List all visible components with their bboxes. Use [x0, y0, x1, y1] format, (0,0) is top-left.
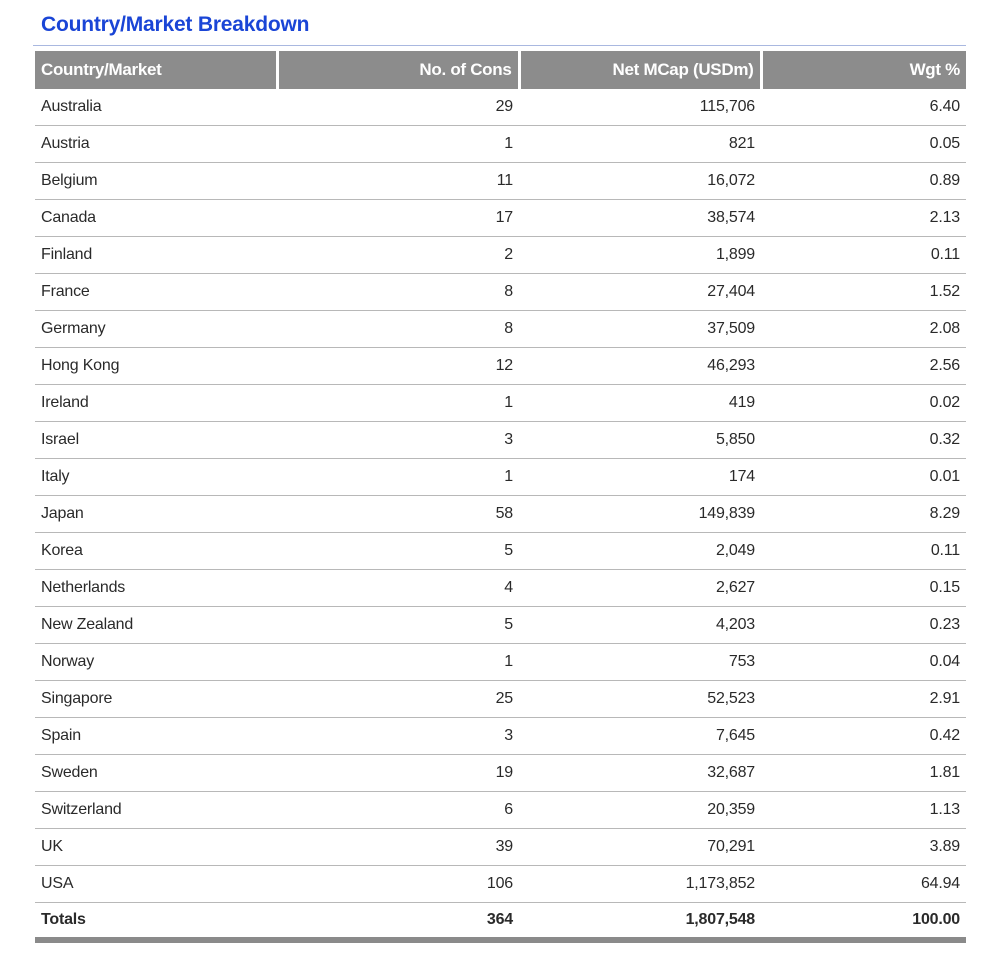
cell-weight: 8.29: [761, 496, 966, 533]
table-row: [35, 385, 966, 422]
cell-country: Australia: [35, 89, 277, 126]
cell-country: Israel: [35, 422, 277, 459]
cell-country: France: [35, 274, 277, 311]
table-body: [35, 89, 966, 940]
section-title: Country/Market Breakdown: [41, 13, 310, 36]
cell-country: UK: [35, 829, 277, 866]
cell-no-of-cons: 19: [277, 755, 519, 792]
cell-net-mcap: 38,574: [519, 200, 761, 237]
cell-weight: 0.04: [761, 644, 966, 681]
cell-net-mcap: 1,173,852: [519, 866, 761, 903]
cell-weight: 1.13: [761, 792, 966, 829]
cell-no-of-cons: 5: [277, 607, 519, 644]
cell-net-mcap: 115,706: [519, 89, 761, 126]
totals-label: Totals: [35, 903, 277, 941]
cell-country: Sweden: [35, 755, 277, 792]
totals-weight: 100.00: [761, 903, 966, 941]
cell-weight: 2.56: [761, 348, 966, 385]
cell-country: New Zealand: [35, 607, 277, 644]
table-row: [35, 459, 966, 496]
cell-net-mcap: 70,291: [519, 829, 761, 866]
cell-net-mcap: 1,899: [519, 237, 761, 274]
cell-net-mcap: 4,203: [519, 607, 761, 644]
table-row: [35, 607, 966, 644]
cell-country: Netherlands: [35, 570, 277, 607]
cell-weight: 64.94: [761, 866, 966, 903]
cell-net-mcap: 52,523: [519, 681, 761, 718]
cell-weight: 2.91: [761, 681, 966, 718]
cell-net-mcap: 2,049: [519, 533, 761, 570]
table-row: [35, 496, 966, 533]
totals-no-of-cons: 364: [277, 903, 519, 941]
cell-no-of-cons: 12: [277, 348, 519, 385]
cell-country: Hong Kong: [35, 348, 277, 385]
table-row: [35, 237, 966, 274]
cell-country: Austria: [35, 126, 277, 163]
table-row: [35, 89, 966, 126]
cell-no-of-cons: 25: [277, 681, 519, 718]
cell-no-of-cons: 39: [277, 829, 519, 866]
totals-net-mcap: 1,807,548: [519, 903, 761, 941]
cell-no-of-cons: 17: [277, 200, 519, 237]
table-row: [35, 681, 966, 718]
cell-weight: 0.05: [761, 126, 966, 163]
cell-net-mcap: 5,850: [519, 422, 761, 459]
cell-no-of-cons: 3: [277, 718, 519, 755]
country-breakdown-table: [35, 51, 966, 943]
cell-net-mcap: 27,404: [519, 274, 761, 311]
table-row: [35, 311, 966, 348]
totals-row: [35, 903, 966, 941]
cell-country: Norway: [35, 644, 277, 681]
cell-weight: 0.89: [761, 163, 966, 200]
cell-no-of-cons: 4: [277, 570, 519, 607]
cell-no-of-cons: 1: [277, 644, 519, 681]
cell-country: Ireland: [35, 385, 277, 422]
table-row: [35, 792, 966, 829]
cell-country: Belgium: [35, 163, 277, 200]
cell-weight: 0.02: [761, 385, 966, 422]
cell-weight: 0.32: [761, 422, 966, 459]
table-row: [35, 533, 966, 570]
cell-no-of-cons: 6: [277, 792, 519, 829]
cell-net-mcap: 149,839: [519, 496, 761, 533]
cell-weight: 0.01: [761, 459, 966, 496]
table-row: [35, 422, 966, 459]
cell-no-of-cons: 1: [277, 385, 519, 422]
cell-no-of-cons: 5: [277, 533, 519, 570]
cell-weight: 1.52: [761, 274, 966, 311]
country-breakdown-table-container: [35, 51, 966, 943]
cell-weight: 0.23: [761, 607, 966, 644]
header-country: Country/Market: [35, 51, 277, 89]
cell-country: Finland: [35, 237, 277, 274]
table-row: [35, 348, 966, 385]
table-header-row: [35, 51, 966, 89]
cell-net-mcap: 174: [519, 459, 761, 496]
cell-no-of-cons: 58: [277, 496, 519, 533]
cell-weight: 1.81: [761, 755, 966, 792]
cell-no-of-cons: 1: [277, 459, 519, 496]
table-row: [35, 163, 966, 200]
cell-weight: 0.15: [761, 570, 966, 607]
cell-net-mcap: 7,645: [519, 718, 761, 755]
table-row: [35, 200, 966, 237]
cell-no-of-cons: 11: [277, 163, 519, 200]
table-row: [35, 718, 966, 755]
table-row: [35, 570, 966, 607]
cell-weight: 0.11: [761, 237, 966, 274]
cell-country: Germany: [35, 311, 277, 348]
table-row: [35, 126, 966, 163]
table-row: [35, 866, 966, 903]
header-weight: Wgt %: [761, 51, 966, 89]
table-row: [35, 644, 966, 681]
cell-net-mcap: 32,687: [519, 755, 761, 792]
cell-net-mcap: 16,072: [519, 163, 761, 200]
cell-no-of-cons: 106: [277, 866, 519, 903]
table-row: [35, 274, 966, 311]
cell-country: Italy: [35, 459, 277, 496]
title-divider: [33, 45, 966, 46]
cell-net-mcap: 821: [519, 126, 761, 163]
header-no-of-cons: No. of Cons: [277, 51, 519, 89]
cell-weight: 3.89: [761, 829, 966, 866]
table-row: [35, 755, 966, 792]
cell-weight: 2.08: [761, 311, 966, 348]
cell-country: Singapore: [35, 681, 277, 718]
cell-net-mcap: 46,293: [519, 348, 761, 385]
cell-weight: 6.40: [761, 89, 966, 126]
cell-country: Switzerland: [35, 792, 277, 829]
cell-net-mcap: 2,627: [519, 570, 761, 607]
cell-no-of-cons: 29: [277, 89, 519, 126]
cell-net-mcap: 20,359: [519, 792, 761, 829]
cell-net-mcap: 419: [519, 385, 761, 422]
cell-country: USA: [35, 866, 277, 903]
cell-net-mcap: 753: [519, 644, 761, 681]
cell-net-mcap: 37,509: [519, 311, 761, 348]
cell-country: Japan: [35, 496, 277, 533]
cell-no-of-cons: 8: [277, 274, 519, 311]
table-row: [35, 829, 966, 866]
cell-no-of-cons: 1: [277, 126, 519, 163]
cell-country: Spain: [35, 718, 277, 755]
cell-no-of-cons: 3: [277, 422, 519, 459]
cell-no-of-cons: 8: [277, 311, 519, 348]
cell-weight: 2.13: [761, 200, 966, 237]
cell-country: Korea: [35, 533, 277, 570]
cell-no-of-cons: 2: [277, 237, 519, 274]
cell-country: Canada: [35, 200, 277, 237]
header-net-mcap: Net MCap (USDm): [519, 51, 761, 89]
cell-weight: 0.11: [761, 533, 966, 570]
cell-weight: 0.42: [761, 718, 966, 755]
